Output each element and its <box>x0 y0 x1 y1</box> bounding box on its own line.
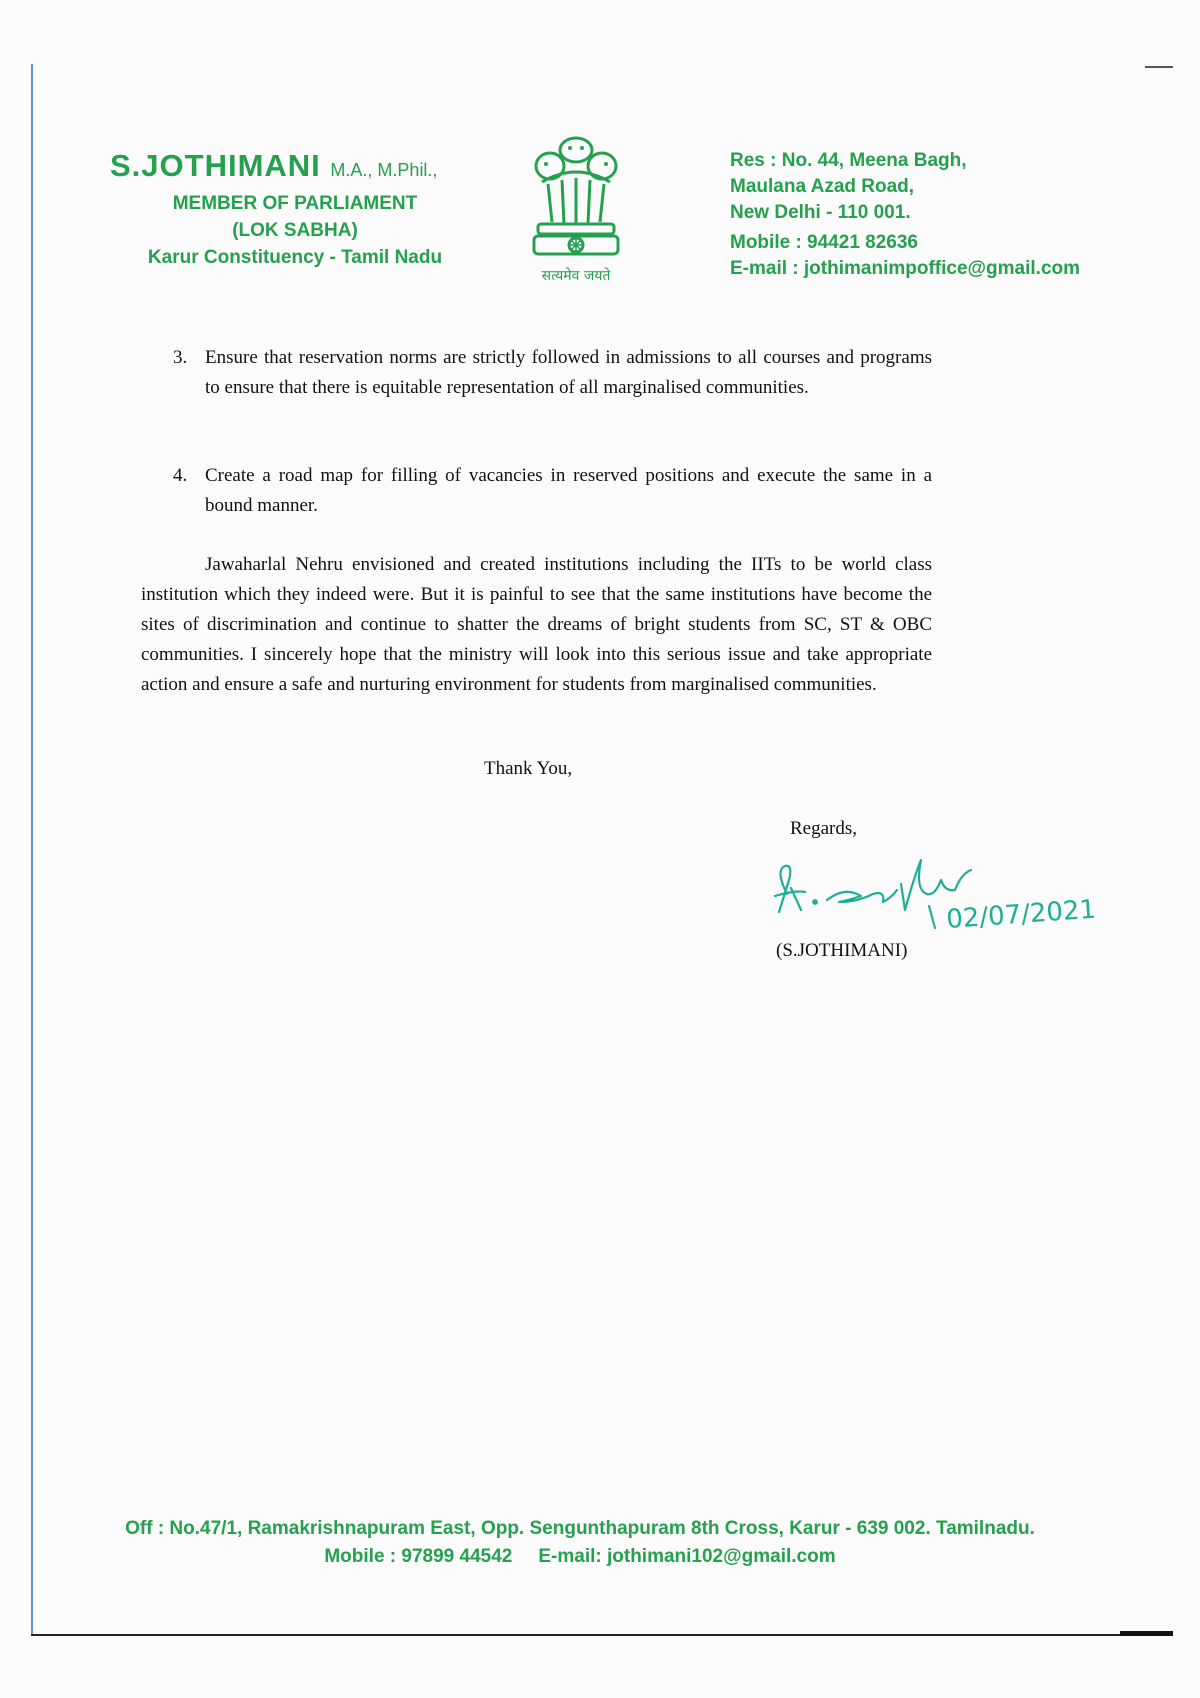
residence-mobile: Mobile : 94421 82636 <box>730 232 918 253</box>
scan-edge-bottom <box>31 1634 1173 1636</box>
letterhead-footer <box>110 1515 1050 1571</box>
list-item-number: 3. <box>173 347 188 368</box>
footer-email: E-mail: jothimani102@gmail.com <box>538 1546 836 1567</box>
sender-degrees: M.A., M.Phil., <box>330 160 438 180</box>
handwritten-signature <box>765 850 1105 940</box>
residence-line-3: New Delhi - 110 001. <box>730 202 911 223</box>
letterhead-left <box>110 148 480 271</box>
residence-email: E-mail : jothimanimpoffice@gmail.com <box>730 258 1081 279</box>
sender-name: S.JOTHIMANI <box>110 148 321 183</box>
list-item-number: 4. <box>173 465 188 486</box>
scan-edge-mark <box>1145 66 1173 68</box>
footer-contact <box>110 1543 1050 1571</box>
list-item-text: Create a road map for filling of vacancies in reserved positions and execute the same in a bound manner. <box>205 465 932 516</box>
body-paragraph: Jawaharlal Nehru envisioned and created institutions including the IITs to be world class institution which they indeed were. But it is painful to see that the same institutions have become the sites of discrimination and continue to shatter the dreams of bright students from SC, ST & OBC communities. I sincerely hope that the ministry will look into this serious issue and take appropriate action and ensure a safe and nurturing environment for students from marginalised communities. <box>141 554 932 695</box>
scan-edge-mark <box>1120 1631 1173 1636</box>
letterhead-right <box>730 148 1150 282</box>
signatory-name: (S.JOTHIMANI) <box>776 940 908 961</box>
footer-office-address: Off : No.47/1, Ramakrishnapuram East, Opp. Sengunthapuram 8th Cross, Karur - 639 002. Tamilnadu. <box>125 1518 1035 1539</box>
lion-capital-emblem-icon <box>528 132 624 262</box>
residence-line-2: Maulana Azad Road, <box>730 176 915 197</box>
sender-name-line <box>110 148 480 184</box>
closing-thanks: Thank You, <box>484 758 573 779</box>
residence-line-1: Res : No. 44, Meena Bagh, <box>730 150 967 171</box>
closing-regards: Regards, <box>790 818 858 839</box>
signature-date: 02/07/2021 <box>945 894 1097 935</box>
emblem-motto: सत्यमेव जयते <box>541 268 611 284</box>
sender-constituency: Karur Constituency - Tamil Nadu <box>147 247 443 268</box>
sender-house: (LOK SABHA) <box>232 220 358 241</box>
sender-title: MEMBER OF PARLIAMENT <box>172 193 418 214</box>
footer-mobile: Mobile : 97899 44542 <box>324 1546 513 1567</box>
state-emblem <box>528 132 624 292</box>
list-item-text: Ensure that reservation norms are strictly followed in admissions to all courses and programs to ensure that there is equitable representation of all marginalised communities. <box>205 347 932 398</box>
scan-edge-left <box>31 64 33 1636</box>
